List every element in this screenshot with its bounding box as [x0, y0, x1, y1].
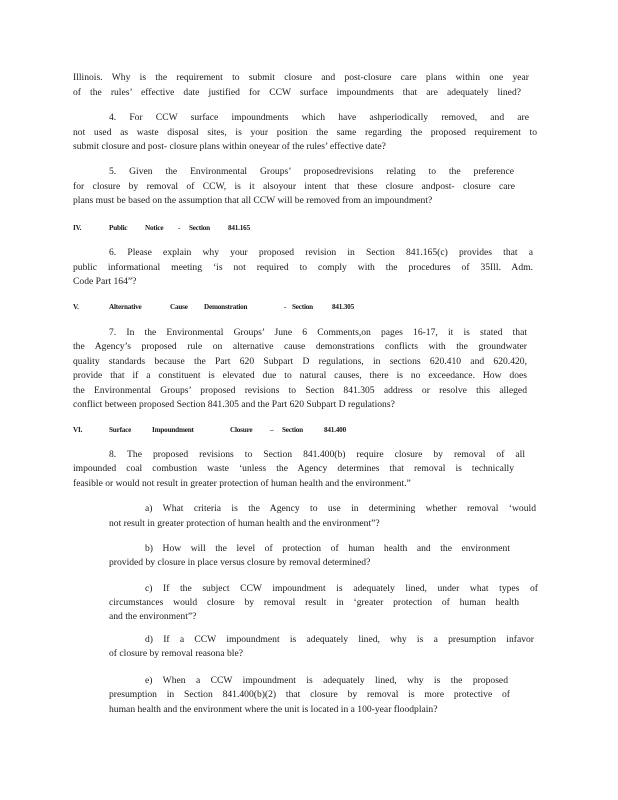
- heading-dash: -: [284, 303, 287, 311]
- text-line: Illinois. Why is the requirement to submit closure and post-closure care plans within one year: [73, 72, 529, 83]
- section-heading: [73, 302, 373, 312]
- text-line: and the environment”?: [109, 611, 197, 622]
- text-line: a) What criteria is the Agency to use in determining whether removal ‘would: [145, 503, 536, 514]
- text-line: for closure by removal of CCW, is it alsoyour intent that these closure andpost- closure care: [73, 181, 515, 192]
- text-line: provided by closure in place versus closure by removal determined?: [109, 557, 371, 568]
- heading-section-number: 841.400: [324, 426, 346, 434]
- text-line: 5. Given the Environmental Groups’ proposedrevisions relating to the preference: [109, 166, 514, 177]
- text-line: provide that if a constituent is elevated due to natural causes, there is no exceedance. How does: [73, 370, 527, 381]
- text-line: 8. The proposed revisions to Section 841.400(b) require closure by removal of all: [109, 449, 525, 460]
- text-line: 6. Please explain why your proposed revision in Section 841.165(c) provides that a: [109, 247, 533, 258]
- heading-title: Impoundment: [152, 426, 194, 434]
- heading-title: Public: [109, 224, 128, 232]
- text-line: human health and the environment where the unit is located in a 100-year floodplain?: [109, 704, 438, 715]
- text-line: circumstances would closure by removal result in ‘greater protection of human health: [109, 597, 519, 608]
- heading-section: Section: [282, 426, 303, 434]
- text-line: e) When a CCW impoundment is adequately lined, why is the proposed: [145, 675, 508, 686]
- section-heading: [73, 223, 273, 233]
- heading-title: Demonstration: [204, 303, 248, 311]
- heading-section-number: 841.165: [228, 224, 250, 232]
- text-line: quality standards because the Part 620 Subpart D regulations, in sections 620.410 and 620.420,: [73, 356, 527, 367]
- text-line: b) How will the level of protection of human health and the environment: [145, 543, 510, 554]
- text-line: not used as waste disposal sites, is your position the same regarding the proposed requirement to: [73, 127, 537, 138]
- text-line: public informational meeting ‘is not required to comply with the procedures of 35Ill. Adm.: [73, 262, 533, 273]
- text-line: d) If a CCW impoundment is adequately lined, why is a presumption infavor: [145, 634, 534, 645]
- text-line: impounded coal combustion waste ‘unless the Agency determines that removal is technically: [73, 463, 514, 474]
- heading-dash: –: [270, 426, 274, 434]
- text-line: c) If the subject CCW impoundment is adequately lined, under what types of: [145, 583, 538, 594]
- text-line: of closure by removal reasona ble?: [109, 648, 243, 659]
- heading-dash: -: [178, 224, 181, 232]
- text-line: Code Part 164”?: [73, 276, 137, 287]
- heading-section: Section: [292, 303, 313, 311]
- text-line: of the rules’ effective date justified for CCW surface impoundments that are adequately lined?: [73, 87, 521, 98]
- text-line: presumption in Section 841.400(b)(2) that closure by removal is more protective of: [109, 689, 510, 700]
- text-line: submit closure and post- closure plans within oneyear of the rules’ effective date?: [73, 141, 386, 152]
- text-line: plans must be based on the assumption that all CCW will be removed from an impoundment?: [73, 195, 433, 206]
- text-line: 7. In the Environmental Groups’ June 6 Comments,on pages 16-17, it is stated that: [109, 327, 527, 338]
- text-line: the Agency’s proposed rule on alternative cause demonstrations conflicts with the groundwater: [73, 341, 527, 352]
- text-line: the Environmental Groups’ proposed revisions to Section 841.305 address or resolve this alleged: [73, 385, 527, 396]
- heading-title: Alternative: [109, 303, 142, 311]
- heading-title: Surface: [109, 426, 132, 434]
- heading-number: VI.: [73, 426, 83, 434]
- text-line: not result in greater protection of human health and the environment”?: [109, 518, 380, 529]
- heading-number: IV.: [73, 224, 82, 232]
- text-line: 4. For CCW surface impoundments which have ashperiodically removed, and are: [109, 112, 529, 123]
- heading-title: Closure: [230, 426, 253, 434]
- heading-title: Cause: [170, 303, 188, 311]
- section-heading: [73, 425, 373, 435]
- heading-title: Notice: [145, 224, 164, 232]
- heading-section-number: 841.305: [332, 303, 354, 311]
- text-line: conflict between proposed Section 841.305 and the Part 620 Subpart D regulations?: [73, 399, 395, 410]
- text-line: feasible or would not result in greater protection of human health and the environment.”: [73, 478, 411, 489]
- heading-number: V.: [73, 303, 79, 311]
- heading-section: Section: [189, 224, 210, 232]
